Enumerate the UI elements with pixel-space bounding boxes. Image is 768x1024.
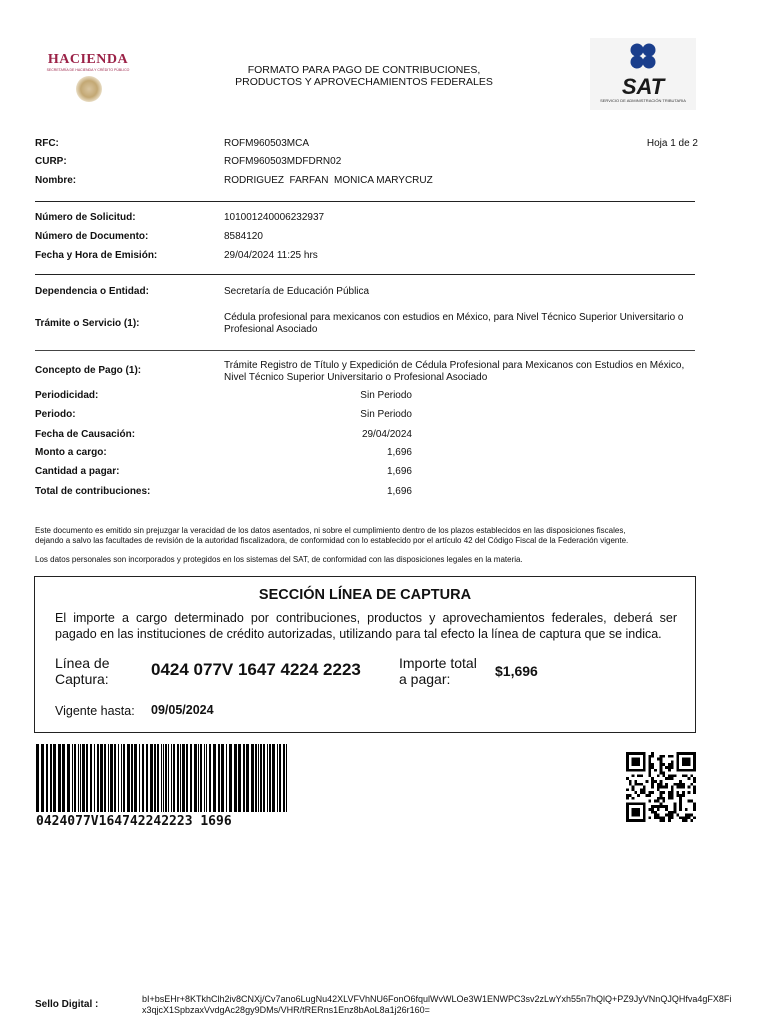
periodicidad-label: Periodicidad: [35, 390, 99, 401]
importe-label [399, 655, 477, 687]
linea-captura-label [55, 655, 110, 687]
document-title [180, 64, 548, 88]
section-title: SECCIÓN LÍNEA DE CAPTURA [258, 587, 472, 603]
dependencia-value: Secretaría de Educación Pública [224, 286, 370, 297]
numero-solicitud-value: 101001240006232937 [224, 212, 325, 223]
linea-captura-label-line2: Captura: [55, 671, 109, 687]
divider [35, 350, 695, 351]
servicio-value-line1: Cédula profesional para mexicanos con estudios en México, para Nivel Técnico Superior Universitario o [224, 312, 684, 323]
divider [35, 274, 695, 275]
periodo-label: Periodo: [35, 409, 76, 420]
legal-note [35, 526, 700, 546]
cantidad-pagar-label: Cantidad a pagar: [35, 466, 120, 477]
qr-code-icon [626, 752, 696, 822]
divider [35, 201, 695, 202]
section-description: El importe a cargo determinado por contribuciones, productos y aprovechamientos federales, deberá ser pagado en las instituciones de crédito autorizadas, utilizando para tal efecto la línea de captura que se indica. [55, 611, 677, 641]
numero-documento-label: Número de Documento: [35, 231, 149, 242]
concepto-value [224, 360, 684, 384]
rfc-value: ROFM960503MCA [224, 138, 310, 149]
sello-digital-label: Sello Digital : [35, 999, 99, 1010]
curp-label: CURP: [35, 156, 67, 167]
sello-digital-value: bI+bsEHr+8KTkhClh2iv8CNXj/Cv7ano6LugNu42XLVFVhNU6FonO6fqulWvWLOe3W1ENWPC3sv2zLwYxh55n7hQlQ+PZ9JyVNnQJQHfva4gFX8Fix3qjcX1SpbzaxVvdgAc28gy9DMs/VHR/tRERns1Enz8bAoL8a1j26r160= [142, 994, 732, 1015]
nombre-value: RODRIGUEZ FARFAN MONICA MARYCRUZ [224, 175, 433, 186]
periodo-value: Sin Periodo [360, 409, 412, 420]
fecha-emision-label: Fecha y Hora de Emisión: [35, 250, 158, 261]
linea-captura-value: 0424 077V 1647 4224 2223 [151, 660, 361, 679]
sat-logo [590, 38, 696, 110]
document-title-line2: PRODUCTOS Y APROVECHAMIENTOS FEDERALES [235, 76, 493, 88]
barcode-icon [36, 744, 290, 812]
fecha-causacion-label: Fecha de Causación: [35, 429, 136, 440]
monto-cargo-value: 1,696 [386, 447, 412, 458]
vigente-label: Vigente hasta: [55, 704, 135, 718]
monto-cargo-label: Monto a cargo: [35, 447, 107, 458]
vigente-value: 09/05/2024 [151, 703, 214, 717]
total-value: 1,696 [386, 486, 412, 497]
numero-documento-value: 8584120 [224, 231, 263, 242]
rfc-label: RFC: [35, 138, 59, 149]
hacienda-logo-text: HACIENDA [47, 52, 129, 67]
linea-captura-section [34, 576, 696, 733]
fecha-emision-value: 29/04/2024 11:25 hrs [224, 250, 318, 261]
linea-captura-label-line1: Línea de [55, 655, 110, 671]
cantidad-pagar-value: 1,696 [386, 466, 412, 477]
document-title-line1: FORMATO PARA PAGO DE CONTRIBUCIONES, [247, 64, 481, 76]
servicio-label: Trámite o Servicio (1): [35, 318, 140, 329]
sat-logo-text: SAT [621, 74, 665, 99]
importe-label-line2: a pagar: [399, 671, 451, 687]
periodicidad-value: Sin Periodo [360, 390, 412, 401]
barcode-text: 0424077V164742242223 1696 [36, 814, 232, 829]
importe-label-line1: Importe total [399, 655, 477, 671]
hacienda-logo [36, 46, 140, 110]
servicio-value-line2: Profesional Asociado [224, 324, 318, 335]
numero-solicitud-label: Número de Solicitud: [35, 212, 136, 223]
privacy-note: Los datos personales son incorporados y protegidos en los sistemas del SAT, de conformidad con las disposiciones legales en la materia. [35, 555, 523, 564]
page-indicator: Hoja 1 de 2 [646, 138, 698, 149]
legal-note-line2: dejando a salvo las facultades de revisión de la autoridad fiscalizadora, de conformidad con lo establecido por el artículo 42 del Código Fiscal de la Federación vigente. [35, 536, 629, 545]
curp-value: ROFM960503MDFDRN02 [224, 156, 342, 167]
total-label: Total de contribuciones: [35, 486, 151, 497]
concepto-value-line1: Trámite Registro de Título y Expedición de Cédula Profesional para Mexicanos con Estudios en México, [224, 360, 685, 371]
legal-note-line1: Este documento es emitido sin prejuzgar la veracidad de los datos asentados, ni sobre el cumplimiento dentro de los plazos establecidos en las disposiciones fiscales, [35, 526, 626, 535]
concepto-label: Concepto de Pago (1): [35, 365, 142, 376]
servicio-value [224, 312, 684, 336]
fecha-causacion-value: 29/04/2024 [361, 429, 412, 440]
hacienda-logo-subtitle: SECRETARÍA DE HACIENDA Y CRÉDITO PÚBLICO [46, 68, 130, 72]
dependencia-label: Dependencia o Entidad: [35, 286, 149, 297]
concepto-value-line2: Nivel Técnico Superior Universitario o Profesional Asociado [224, 372, 488, 383]
importe-value: $1,696 [495, 663, 538, 679]
mexico-seal-icon [76, 76, 102, 102]
nombre-label: Nombre: [35, 175, 77, 186]
sat-logo-subtitle: SERVICIO DE ADMINISTRACIÓN TRIBUTARIA [600, 98, 686, 103]
